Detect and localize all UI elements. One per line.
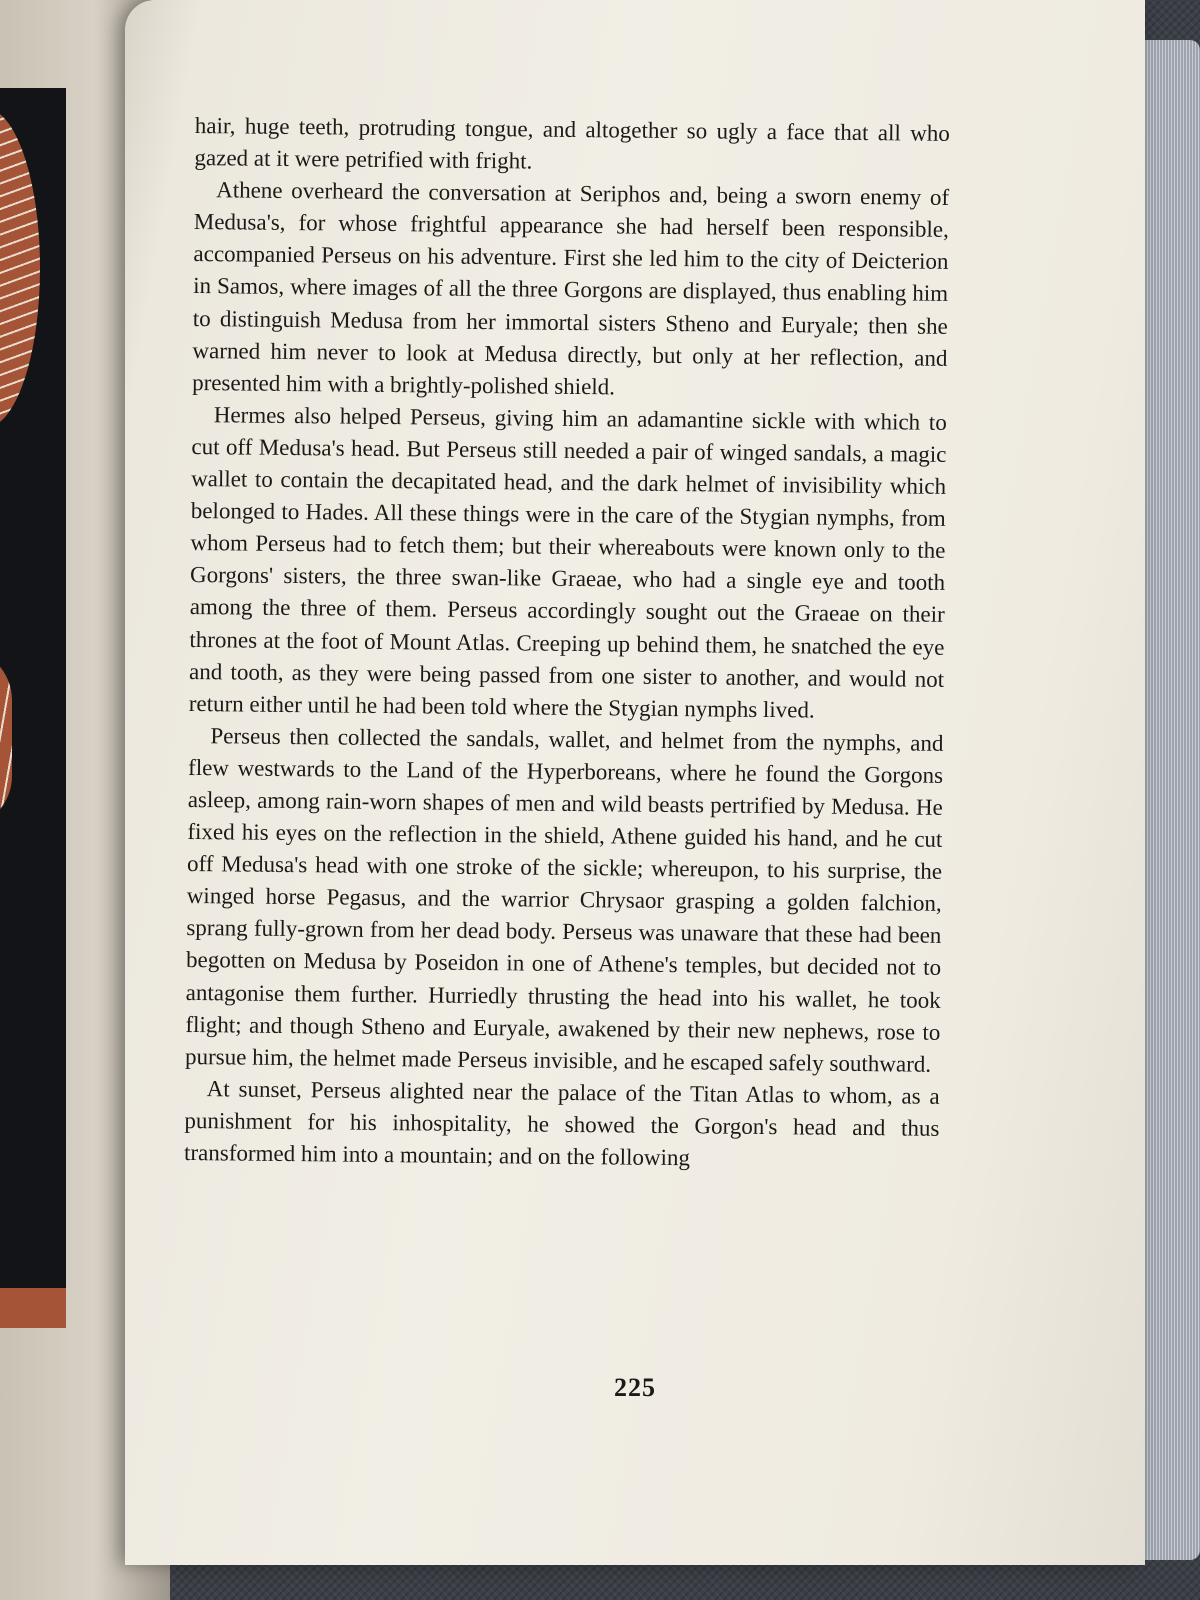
paragraph: Perseus then collected the sandals, wallet, and helmet from the nymphs, and flew westwards to the Land of the Hyperboreans, where he found the Gorgons asleep, among rain-worn shapes of men and wild beasts pertrified by Medusa. He fixed his eyes on the reflection in the shield, Athene guided his hand, and he cut off Medusa's head with one stroke of the sickle; whereupon, to his surprise, the winged horse Pegasus, and the warrior Chrysaor grasping a golden falchion, sprang fully-grown from her dead body. Perseus was unaware that these had been begotten on Medusa by Poseidon in one of Athene's temples, but decided not to antagonise them further. Hurriedly thrusting the head into his wallet, he took flight; and though Stheno and Euryale, awakened by their new nephews, rose to pursue him, the helmet made Perseus invisible, and he escaped safely southward.: [184, 722, 944, 1077]
illustration-shape: [0, 648, 12, 828]
paragraph: Athene overheard the conversation at Seriphos and, being a sworn enemy of Medusa's, for whose frightful appearance she had herself been responsible, accompanied Perseus on his adventure. First she led him to the city of Deicterion in Samos, where images of all the three Gorgons are displayed, thus enabling him to distinguish Medusa from her immortal sisters Stheno and Euryale; then she warned him never to look at Medusa directly, but only at her reflection, and presented him with a brightly-polished shield.: [192, 177, 950, 400]
page-number: 225: [614, 1373, 656, 1402]
illustration-disc: [0, 108, 40, 428]
paragraph: Hermes also helped Perseus, giving him an adamantine sickle with which to cut off Medusa's head. But Perseus still needed a pair of winged sandals, a magic wallet to contain the decapitated head, and the dark helmet of invisibility which belonged to Hades. All these things were in the care of the Stygian nymphs, from whom Perseus had to fetch them; but their whereabouts were known only to the Gorgons' sisters, the three swan-like Graeae, who had a single eye and tooth among the three of them. Perseus accordingly sought out the Graeae on their thrones at the foot of Mount Atlas. Creeping up behind them, he snatched the eye and tooth, as they were being passed from one sister to another, and would not return either until he had been told where the Stygian nymphs lived.: [188, 402, 947, 723]
paragraph: hair, huge teeth, protruding tongue, and altogether so ugly a face that all who gazed at it were petrified with fright.: [194, 112, 950, 174]
body-text: [184, 110, 950, 1177]
right-page: [125, 0, 1145, 1565]
paragraph: At sunset, Perseus alighted near the palace of the Titan Atlas to whom, as a punishment for his inhospitality, he showed the Gorgon's head and thus transformed him into a mountain; and on the following: [183, 1075, 940, 1171]
left-page-illustration: [0, 88, 66, 1328]
illustration-band: [0, 1288, 66, 1328]
